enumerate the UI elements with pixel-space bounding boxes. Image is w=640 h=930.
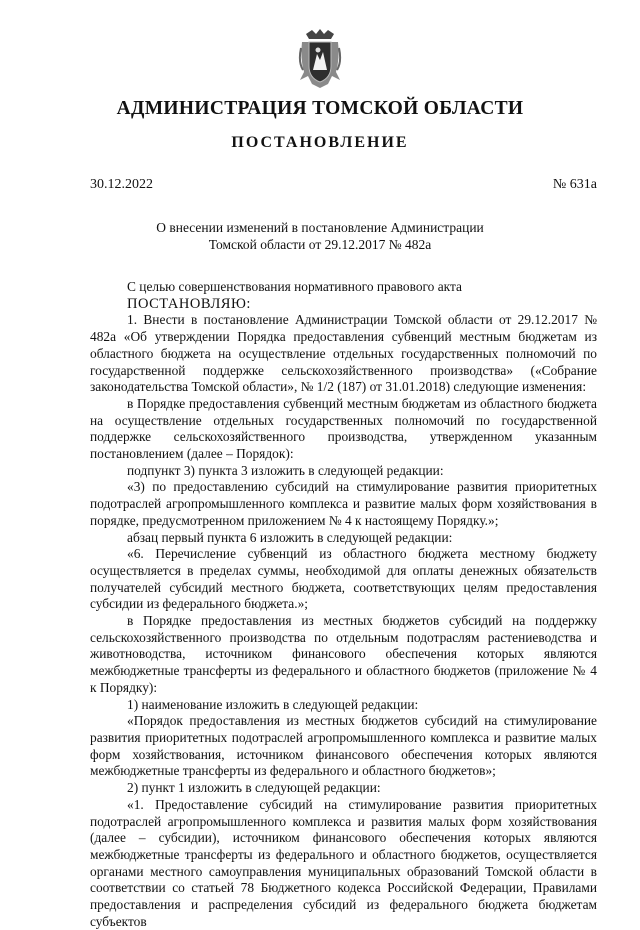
paragraph: в Порядке предоставления субвенций местным бюджетам из областного бюджета на осуществление отдельных государственных полномочий по государственной поддержке сельскохозяйственного производства, утвержденном указанным постановлением (далее – Порядок): (90, 395, 597, 462)
document-date: 30.12.2022 (90, 177, 153, 192)
paragraph: «Порядок предоставления из местных бюджетов субсидий на стимулирование развития приоритетных подотраслей агропромышленного комплекса и развитие малых форм хозяйствования, источником финансового обеспечения которых являются межбюджетные трансферты из федерального и областного бюджетов»; (90, 713, 597, 779)
organization-title: АДМИНИСТРАЦИЯ ТОМСКОЙ ОБЛАСТИ (116, 98, 524, 119)
paragraph: С целью совершенствования нормативного правового акта (127, 279, 462, 294)
paragraph: «1. Предоставление субсидий на стимулирование развития приоритетных подотраслей агропромышленного комплекса и развития малых форм хозяйствования (далее – субсидии), источником финансового обеспечения которых являются межбюджетные трансферты из федерального и областного бюджетов, осуществляется органами местного самоуправления муниципальных образований Томской области в соответствии со статьей 78 Бюджетного кодекса Российской Федерации, Правилами предоставления и распределения субсидий из федерального бюджета бюджетам субъектов (90, 796, 597, 929)
paragraph: подпункт 3) пункта 3 изложить в следующей редакции: (127, 462, 444, 478)
document-subject (150, 219, 490, 253)
paragraph: в Порядке предоставления из местных бюджетов субсидий на поддержку сельскохозяйственного производства по отдельным подотраслям растениеводства и животноводства, источником финансового обеспечения которых являются межбюджетные трансферты из федерального и областного бюджетов (приложение № 4 к Порядку): (90, 613, 597, 695)
paragraph: 2) пункт 1 изложить в следующей редакции: (127, 780, 381, 796)
paragraph: «3) по предоставлению субсидий на стимулирование развития приоритетных подотраслей агропромышленного комплекса и развитие малых форм хозяйствования в порядке, предусмотренном приложением № 4 к настоящему Порядку.»; (90, 479, 597, 528)
paragraph: 1) наименование изложить в следующей редакции: (127, 696, 419, 712)
subject-line: Томской области от 29.12.2017 № 482а (208, 237, 432, 252)
paragraph: 1. Внести в постановление Администрации Томской области от 29.12.2017 № 482а «Об утверждении Порядка предоставления субвенций местным бюджетам из областного бюджета на осуществление отдельных государственных полномочий по государственной поддержке сельскохозяйственного производства» («Собрание законодательства Томской области», № 1/2 (187) от 31.01.2018) следующие изменения: (90, 312, 597, 395)
document-type: ПОСТАНОВЛЕНИЕ (231, 134, 409, 151)
document-body (90, 279, 597, 930)
coat-of-arms-icon (298, 28, 342, 90)
paragraph: абзац первый пункта 6 изложить в следующей редакции: (127, 529, 453, 545)
document-number: № 631а (552, 177, 597, 192)
paragraph: «6. Перечисление субвенций из областного бюджета местному бюджету осуществляется в пределах суммы, необходимой для оплаты денежных обязательств получателей субсидий местного бюджета, соответствующих целям предоставления субсидии из федерального бюджета.»; (90, 546, 597, 612)
resolution-keyword: ПОСТАНОВЛЯЮ: (127, 295, 251, 312)
subject-line: О внесении изменений в постановление Администрации (156, 220, 484, 235)
